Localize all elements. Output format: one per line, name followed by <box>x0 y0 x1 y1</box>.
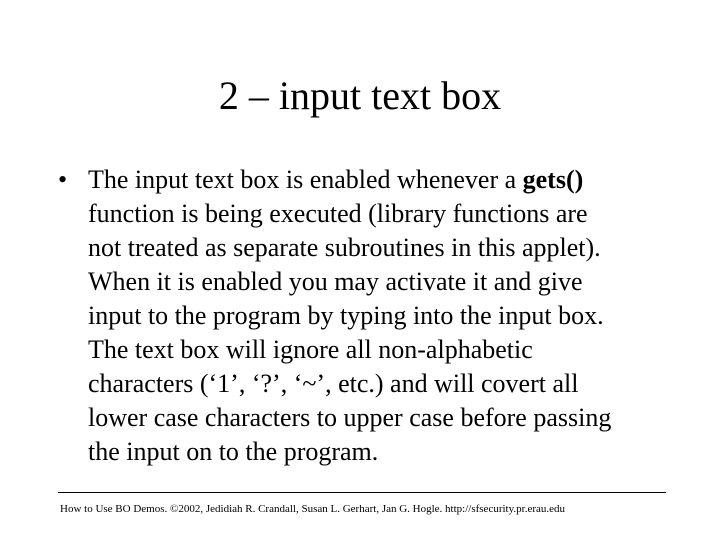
bullet-text <box>88 163 688 469</box>
bullet-line-5: input to the program by typing into the input box. <box>88 301 604 330</box>
bullet-line-1 <box>88 163 688 197</box>
bullet-line-4: When it is enabled you may activate it and give <box>88 267 583 296</box>
gets-function-name: gets() <box>522 165 584 194</box>
bullet-line-8: lower case characters to upper case before passing <box>88 403 612 432</box>
bullet-line-7: characters (‘1’, ‘?’, ‘~’, etc.) and will covert all <box>88 369 579 398</box>
bullet-dot: • <box>58 165 68 194</box>
bullet-line-6: The text box will ignore all non-alphabetic <box>88 335 533 364</box>
bullet-line-1-text: The input text box is enabled whenever a <box>88 165 523 194</box>
footer-divider <box>58 492 666 493</box>
bullet-line-2: function is being executed (library functions are <box>88 199 588 228</box>
bullet-line-9: the input on to the program. <box>88 437 379 466</box>
slide-title: 2 – input text box <box>218 73 502 118</box>
bullet-line-3: not treated as separate subroutines in this applet). <box>88 233 601 262</box>
footer-credits: How to Use BO Demos. ©2002, Jedidiah R. Crandall, Susan L. Gerhart, Jan G. Hogle. http://sfsecurity.pr.erau.edu <box>60 503 566 515</box>
